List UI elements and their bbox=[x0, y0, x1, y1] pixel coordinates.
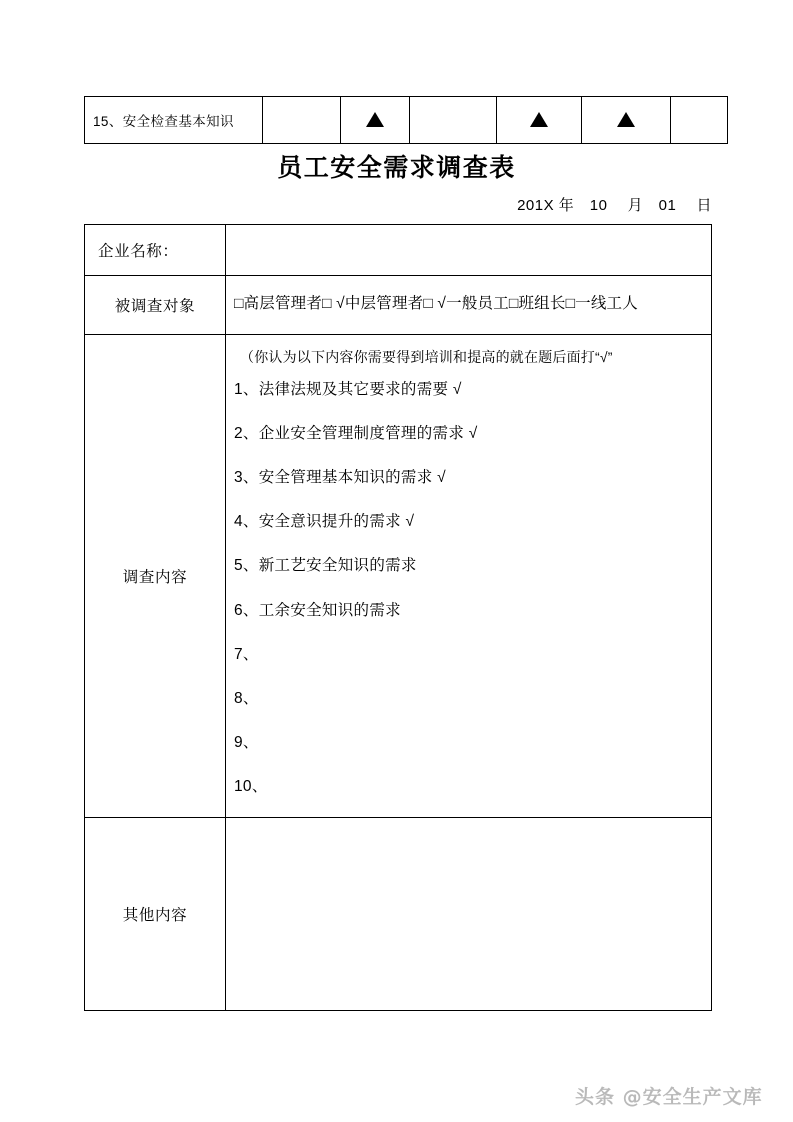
survey-item[interactable]: 7、 bbox=[234, 645, 259, 663]
survey-item[interactable]: 10、 bbox=[234, 777, 268, 795]
table-row-company bbox=[85, 225, 712, 276]
survey-item[interactable]: 8、 bbox=[234, 689, 259, 707]
top-table-cell-2 bbox=[341, 97, 410, 144]
table-row-other bbox=[85, 817, 712, 1010]
triangle-marker-icon bbox=[530, 112, 548, 127]
top-table-cell-3 bbox=[410, 97, 497, 144]
triangle-marker-icon bbox=[617, 112, 635, 127]
table-row bbox=[85, 97, 728, 144]
company-name-value[interactable] bbox=[226, 225, 712, 276]
survey-item[interactable]: 9、 bbox=[234, 733, 259, 751]
triangle-marker-icon bbox=[366, 112, 384, 127]
other-content-label: 其他内容 bbox=[85, 817, 226, 1010]
top-table-cell-6 bbox=[671, 97, 728, 144]
survey-item[interactable]: 4、安全意识提升的需求 √ bbox=[234, 513, 415, 531]
top-table-cell-1 bbox=[263, 97, 341, 144]
top-fragment-table bbox=[84, 96, 728, 144]
survey-target-label: 被调查对象 bbox=[85, 276, 226, 335]
survey-content-cell bbox=[226, 335, 712, 817]
date-text: 201X 年 10 月 01 日 bbox=[517, 197, 712, 214]
survey-target-options[interactable]: □高层管理者□ √中层管理者□ √一般员工□班组长□一线工人 bbox=[226, 276, 712, 335]
document-date bbox=[0, 194, 712, 215]
other-content-value[interactable] bbox=[226, 817, 712, 1010]
survey-item[interactable]: 5、新工艺安全知识的需求 bbox=[234, 557, 417, 575]
watermark: 头条 @安全生产文库 bbox=[575, 1086, 763, 1108]
survey-item[interactable]: 2、企业安全管理制度管理的需求 √ bbox=[234, 425, 478, 443]
top-table-cell-4 bbox=[497, 97, 582, 144]
top-table-cell-5 bbox=[582, 97, 671, 144]
survey-content-label: 调查内容 bbox=[85, 335, 226, 817]
survey-item[interactable]: 3、安全管理基本知识的需求 √ bbox=[234, 469, 446, 487]
page-title: 员工安全需求调查表 bbox=[277, 154, 516, 182]
survey-item[interactable]: 1、法律法规及其它要求的需要 √ bbox=[234, 381, 462, 399]
survey-item[interactable]: 6、工余安全知识的需求 bbox=[234, 601, 401, 619]
survey-content-intro: （你认为以下内容你需要得到培训和提高的就在题后面打“√” bbox=[240, 349, 613, 366]
top-table-row-label: 15、安全检查基本知识 bbox=[85, 97, 263, 144]
survey-form-table bbox=[84, 224, 712, 1011]
table-row-content bbox=[85, 335, 712, 817]
company-name-label: 企业名称： bbox=[85, 225, 226, 276]
table-row-target bbox=[85, 276, 712, 335]
